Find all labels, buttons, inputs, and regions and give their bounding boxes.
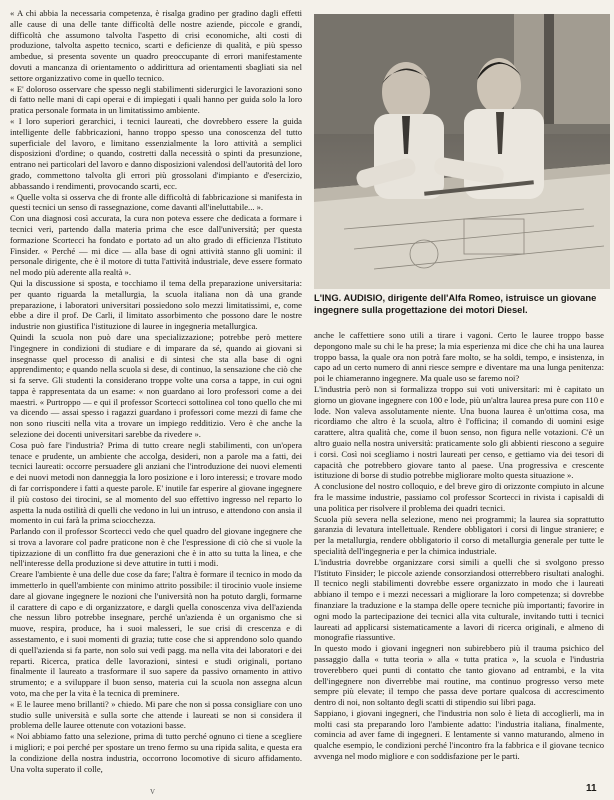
- photo-engineers-at-drafting-table: [314, 14, 610, 289]
- footer-mark: V: [150, 788, 156, 796]
- paragraph: « A chi abbia la necessaria competenza, è risalga gradino per gradino dagli effetti alle cause di una delle tante difficoltà delle nostre aziende, piccole e grandi, difficoltà che assumono talvolta l'aspetto di crisi economiche, alti costi di produzione, talvolta aspetto tecnico, scarti e deficienze di qualità, e più spesso ambedue, si presenta sovente un quadro preoccupante di errori manifestamente dovuti a mancanza di orientamento o addirittura ad orientamenti sbagliati sia nel settore organizzativo come in quello tecnico.: [10, 8, 302, 83]
- paragraph: « Quelle volta si osserva che di fronte alle difficoltà di fabbricazione si manifesta in questi tecnici un senso di rassegnazione, come davanti all'ineluttabile... ».: [10, 191, 302, 213]
- page-number: 11: [586, 783, 597, 794]
- paragraph: A conclusione del nostro colloquio, e del breve giro di orizzonte compiuto in alcune fra le massime industrie, passiamo col professor Scortecci in rivista i capisaldi di una politica per risolvere il problema dei quadri tecnici.: [314, 481, 604, 513]
- article-column-bottom-right: [314, 330, 604, 782]
- paragraph: Sappiano, i giovani ingegneri, che l'industria non solo è lieta di accoglierli, ma in molti casi sta preparando loro l'ambiente adatto: l'industria italiana, finalmente, comincia ad aver fame di ingegneri. E lentamente si vanno maturando, almeno in qualche esempio, le condizioni perché l'incontro fra la fabbrica e il giovane tecnico avvenga nel modo migliore e con soddisfazione per le parti.: [314, 707, 604, 762]
- paragraph: Qui la discussione si sposta, e tocchiamo il tema della preparazione universitaria: per quanto riguarda la metallurgia, la scuola italiana non dà una grande preparazione, i laboratori universitari possiedono solo mezzi limitatissimi, e, come ebbe a dire il prof. De Carli, il limitato assorbimento che possono dare le nostre industrie non giustifica l'istituzione di lauree in ingegneria metallurgica.: [10, 277, 302, 332]
- paragraph: L'industria dovrebbe organizzare corsi simili a quelli che si svolgono presso l'Istituto Finsider; le piccole aziende consorziandosi otterrebbero risultati analoghi. Il tecnico negli stabilimenti dovrebbe essere organizzato in modo che i laureati abbiano il tempo e i mezzi necessari a migliorare la loro competenza; si dovrebbe finanziare la traduzione e la stampa delle opere tecniche più importanti; favorire in ogni modo la partecipazione dei tecnici alla vita culturale, invitando tutti i tecnici laureati ad applicarsi sistematicamente a lavori di ricerca originali, e almeno di monografie riassuntive.: [314, 556, 604, 643]
- photo-caption: L'ING. AUDISIO, dirigente dell'Alfa Romeo, istruisce un giovane ingegnere sulla progettazione dei motori Diesel.: [314, 292, 597, 315]
- paragraph: In questo modo i giovani ingegneri non subirebbero più il trauma psichico del passaggio dalla « tutta teoria » alla « tutta pratica », la scuola e l'industria troverebbero quei punti di contatto che tanto giovano ad entrambi, e la vita dell'ingegnere non diverrebbe mai routine, ma continuo progresso verso mete sempre più elevate; il tempo che passa deve portare qualcosa di accrescimento dentro di noi, non soltanto degli scatti di stipendio sui libri paga.: [314, 643, 604, 708]
- paragraph: « Noi abbiamo fatto una selezione, prima di tutto perché ognuno ci tiene a scegliere i migliori; e poi perché per spostare un treno fermo su una ripida salita, e questa era la condizione della nostra industria, occorrono locomotive di sicuro affidamento. Una volta superato il colle,: [10, 731, 302, 774]
- paragraph: Parlando con il professor Scortecci vedo che quel quadro del giovane ingegnere che si trova a lavorare col padre praticone non è che l'espressione di ciò che si vuole la tipizzazione di un conflitto fra due generazioni che è in atto su tutta la linea, e che nell'interesse della produzione si deve attutire in tutti i modi.: [10, 526, 302, 569]
- paragraph: anche le caffettiere sono utili a tirare i vagoni. Certo le lauree troppo basse depongono male su chi le ha prese; la mia esperienza mi dice che chi ha una laurea troppo bassa, la quale ora non potrà fare molto, se ha soldi, tempo, e insistenza, in capo ad un certo numero di anni riesce sempre e diventare ma una lunga penitenza: poi le chiameranno ingegnere. Ma quale uso se faremo noi?: [314, 330, 604, 384]
- paragraph: « E' doloroso osservare che spesso negli stabilimenti siderurgici le lavorazioni sono di fatto nelle mani di capi operai e di impiegati i quali hanno per guida solo la loro pratica personale formata in un limitatissimo ambiente.: [10, 83, 302, 116]
- paragraph: Cosa può fare l'industria? Prima di tutto creare negli stabilimenti, con un'opera tenace e prudente, un ambiente che accolga, desideri, non a parole ma a fatti, dei tecnici laureati: occorre persuadere gli anziani che l'introduzione dei nuovi elementi e dei nuovi metodi non danneggia la loro posizione e i loro interessi; e trovare modo di far corrispondere i fatti a queste parole. E' inutile far esperire al giovane ingegnere il più costoso dei tirocini, se al momento del suo effettivo ingresso nel reparto lo aspetta la nuda ostilità di quelli che vedono in lui un intruso, e attendono con ansia il momento in cui farà la prima sciocchezza.: [10, 439, 302, 526]
- paragraph: « I loro superiori gerarchici, i tecnici laureati, che dovrebbero essere la guida intelligente delle fabbricazioni, hanno troppo spesso una conoscenza del tutto superficiale del lavoro, e limitano essenzialmente la loro attività a semplici disposizioni d'ordine; o quando, costretti dalla necessità o spinti da presunzione, entrano nei particolari del lavoro e danno disposizioni valendosi dell'autorità del loro grado, commettono talvolta gli errori più grossolani d'impianto e d'esercizio, abbassando i rendimenti, provocando scarti, ecc.: [10, 115, 302, 191]
- paragraph: « E le lauree meno brillanti? » chiedo. Mi pare che non si possa consigliare con uno studio sulle università e sulla sorte che attende i laureati se non si considera il problema delle lauree ottenute con votazioni basse.: [10, 698, 302, 731]
- article-column-bottom-left: [10, 526, 302, 788]
- photo-illustration: [314, 14, 610, 289]
- article-column-top-left: [10, 8, 302, 526]
- paragraph: Creare l'ambiente è una delle due cose da fare; l'altra è formare il tecnico in modo da immetterlo in quell'ambiente con minimo attrito possibile: il tirocinio vuole insieme dare al giovane ingegnere le nozioni che l'università non ha potuto dargli, formarne il carattere di capo e di organizzatore, e dargli quella conoscenza viva dell'azienda che nessun libro potrebbe insegnare, perché un'azienda è un organismo che si muove, respira, produce, ha i suoi malesseri, le sue crisi di crescenza e di assestamento, e i suoi momenti di grazia; tutte cose che si apprendono solo quando di quell'azienda si fa parte, non solo sui vedi pagg. ma nella vita dei laboratori e dei reparti. Ricerca, pratica delle lavorazioni, sintesi e studi originali, portano finalmente il laureato a trasformare il suo sapere da passivo ornamento in attivo strumento; e a sviluppare il buon senso, materia cui la scuola non assegna alcun voto, ma che per la vita è la tecnica di preminere.: [10, 569, 302, 698]
- paragraph: Con una diagnosi così accurata, la cura non poteva essere che dedicata a formare i tecnici veri, partendo dalla materia prima che esce dall'università; per questa formazione Scortecci ha fondato e portato ad un alto grado di efficienza l'Istituto Finsider. « Perché — mi dice — alla base di ogni attività stanno gli uomini: il personale dirigente, che è il motore di tutta l'attività industriale, deve essere formato nel modo più aderente alla realtà ».: [10, 213, 302, 278]
- paragraph: Scuola più severa nella selezione, meno nei programmi; la laurea sia soprattutto garanzia di levatura intellettuale. Rendere obbligatori i corsi di lingue straniere; e per la metallurgia, rendere obbligatorio il corso di metallurgia generale per tutte le specialità dell'ingegneria e per la chimica industriale.: [314, 513, 604, 556]
- paragraph: L'industria però non si formalizza troppo sui voti universitari: mi è capitato un giorno un giovane ingegnere con 100 e lode, più un'altra laurea presa pure con 110 e lode. Non valeva assolutamente niente. Una buona laurea è un'ottima cosa, ma ricordiamo che altro è la scuola, altro è l'officina; il comando di uomini esige carattere, altra qualità che, come il buon senso, non figura nelle votazioni. C'è un altro guaio nella nostra università: praticamente solo gli abbienti riescono a seguire i corsi. Così noi scegliamo i nostri laureati per censo, e gettiamo via dei tesori di capacità che potrebbero giovare tanto al paese. Una progressiva e crescente istituzione di borse di studio potrebbe migliorare molto questa situazione ».: [314, 383, 604, 481]
- paragraph: Quindi la scuola non può dare una specializzazione; potrebbe però mettere l'ingegnere in condizioni di studiare e di imparare da sé, quando ai giovani si insegnasse quel processo di analisi e di sintesi che sta alla base di ogni apprendimento; e quando nella scuola si dese, di continuo, la sensazione che ciò che si fa serve. Gli studenti la considerano troppe volte una corsa a tappe, in cui ogni tappa è rappresentata da un esame: « non guardano ai loro professori come a dei maestri. « Purtroppo — e qui il professor Scortecci sottolinea col tono quello che mi va dicendo — assai spesso i ragazzi guardano i professori come mezzi di fame che non sono riusciti nella vita a trovare un impiego redditizio. Vero è che anche la selezione dei docenti universitari sarebbe da rivedere ».: [10, 331, 302, 440]
